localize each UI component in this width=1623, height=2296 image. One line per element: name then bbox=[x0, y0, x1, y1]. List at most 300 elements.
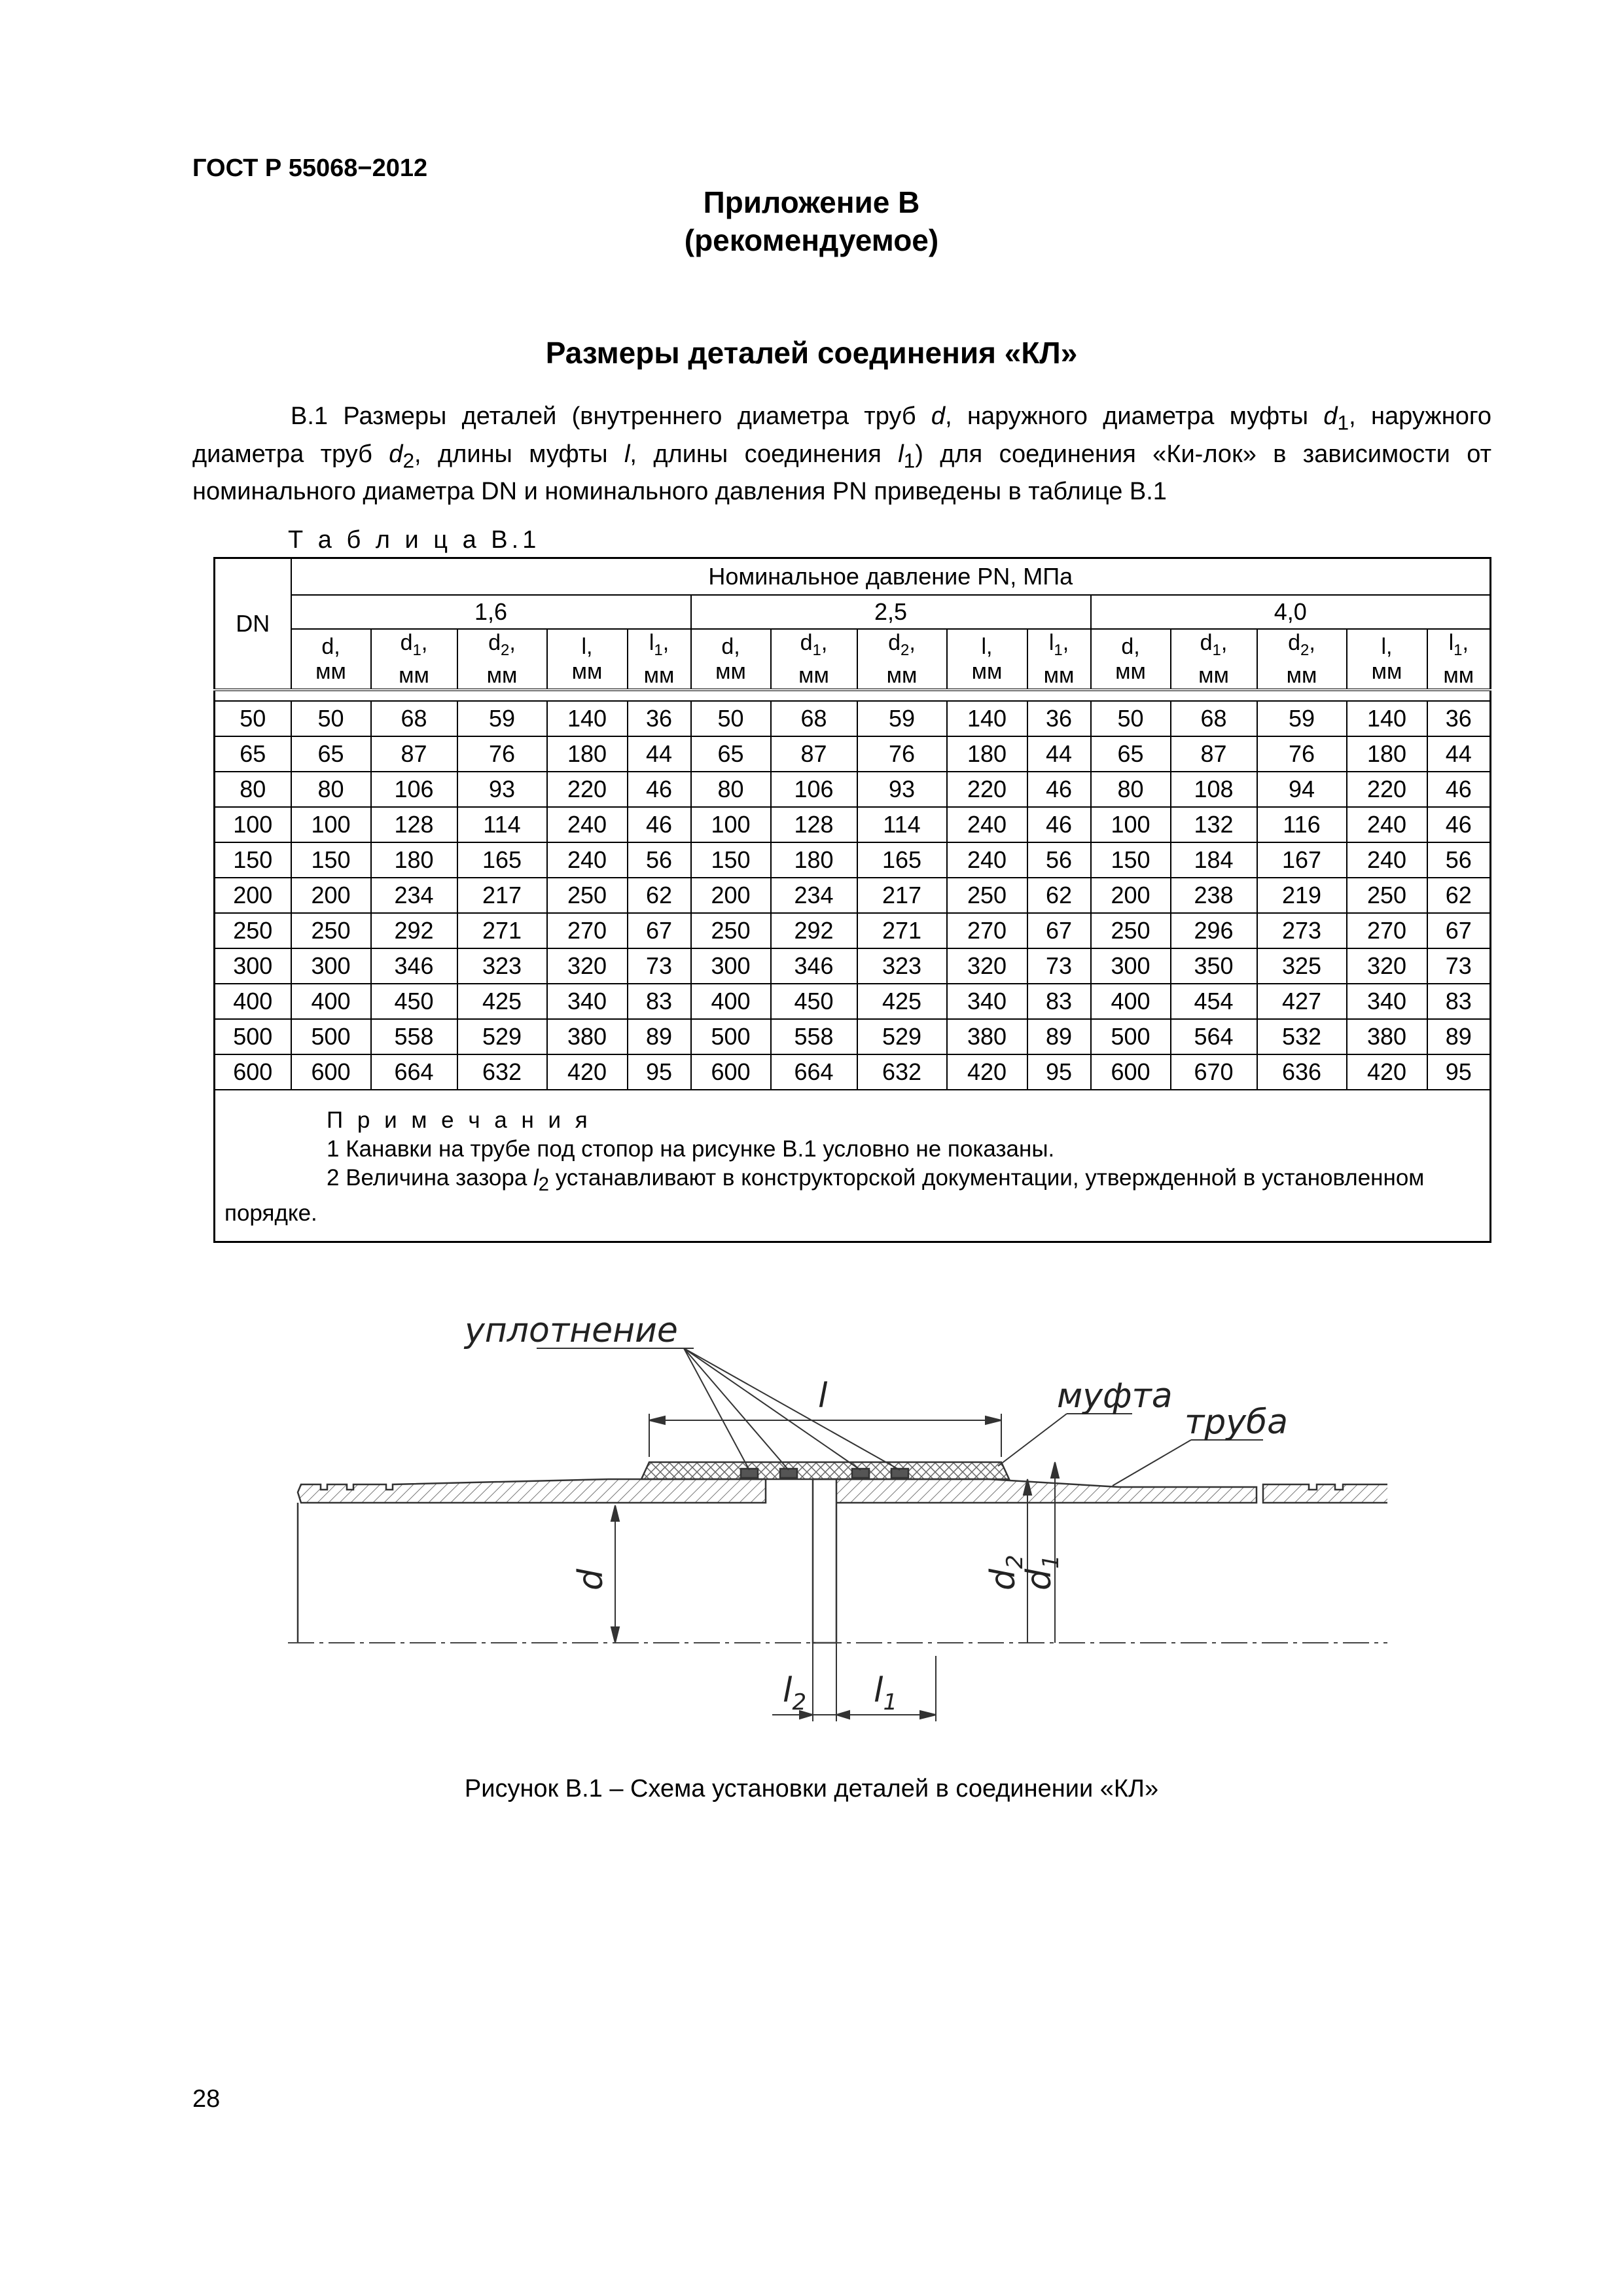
dn-cell: 50 bbox=[215, 701, 291, 736]
value-cell: 128 bbox=[771, 807, 857, 842]
value-cell: 36 bbox=[1027, 701, 1091, 736]
value-cell: 140 bbox=[947, 701, 1027, 736]
value-cell: 80 bbox=[291, 772, 371, 807]
value-cell: 600 bbox=[1091, 1054, 1171, 1090]
table-row bbox=[215, 736, 1491, 772]
value-cell: 76 bbox=[857, 736, 947, 772]
value-cell: 108 bbox=[1171, 772, 1257, 807]
dn-header: DN bbox=[215, 558, 291, 691]
value-cell: 73 bbox=[1027, 948, 1091, 984]
label-d bbox=[571, 1568, 611, 1590]
column-symbol: d bbox=[400, 630, 413, 656]
value-cell: 80 bbox=[1091, 772, 1171, 807]
value-cell: 65 bbox=[691, 736, 771, 772]
value-cell: 50 bbox=[291, 701, 371, 736]
value-cell: 420 bbox=[947, 1054, 1027, 1090]
var-l: l bbox=[624, 440, 630, 468]
label-l: l bbox=[818, 1376, 828, 1416]
var-l1: l bbox=[898, 440, 904, 468]
value-cell: 62 bbox=[1427, 878, 1491, 913]
column-symbol-sub: 1 bbox=[1212, 641, 1221, 659]
value-cell: 420 bbox=[547, 1054, 628, 1090]
value-cell: 56 bbox=[628, 842, 691, 878]
column-unit: мм bbox=[486, 662, 518, 688]
value-cell: 250 bbox=[947, 878, 1027, 913]
value-cell: 532 bbox=[1257, 1019, 1347, 1054]
value-cell: 350 bbox=[1171, 948, 1257, 984]
label-d-text: d bbox=[571, 1568, 611, 1590]
value-cell: 67 bbox=[628, 913, 691, 948]
value-cell: 56 bbox=[1427, 842, 1491, 878]
value-cell: 140 bbox=[547, 701, 628, 736]
value-cell: 76 bbox=[457, 736, 547, 772]
value-cell: 664 bbox=[371, 1054, 457, 1090]
value-cell: 46 bbox=[1427, 772, 1491, 807]
label-d1-base: d bbox=[1020, 1568, 1059, 1590]
value-cell: 83 bbox=[1027, 984, 1091, 1019]
column-symbol: l bbox=[581, 634, 587, 659]
table-row bbox=[215, 984, 1491, 1019]
column-symbol: d bbox=[1288, 630, 1301, 656]
pressure-header: Номинальное давление PN, МПа bbox=[291, 558, 1491, 596]
value-cell: 600 bbox=[691, 1054, 771, 1090]
value-cell: 454 bbox=[1171, 984, 1257, 1019]
column-symbol-sub: 1 bbox=[654, 641, 663, 659]
value-cell: 89 bbox=[1027, 1019, 1091, 1054]
value-cell: 76 bbox=[1257, 736, 1347, 772]
column-symbol-sub: 1 bbox=[412, 641, 421, 659]
value-cell: 46 bbox=[628, 772, 691, 807]
value-cell: 44 bbox=[628, 736, 691, 772]
dimensions-table bbox=[213, 557, 1491, 1243]
coupling-sleeve bbox=[641, 1462, 1009, 1479]
value-cell: 59 bbox=[457, 701, 547, 736]
value-cell: 292 bbox=[771, 913, 857, 948]
column-unit: мм bbox=[1371, 659, 1402, 684]
intro-paragraph bbox=[192, 401, 1491, 507]
label-l2 bbox=[783, 1671, 806, 1715]
value-cell: 250 bbox=[1347, 878, 1427, 913]
value-cell: 46 bbox=[1027, 807, 1091, 842]
value-cell: 65 bbox=[1091, 736, 1171, 772]
value-cell: 180 bbox=[1347, 736, 1427, 772]
column-symbol: d bbox=[888, 630, 901, 656]
value-cell: 100 bbox=[1091, 807, 1171, 842]
column-label bbox=[947, 629, 1027, 690]
value-cell: 450 bbox=[371, 984, 457, 1019]
dn-cell: 65 bbox=[215, 736, 291, 772]
column-unit: мм bbox=[1198, 662, 1229, 688]
column-label bbox=[291, 629, 371, 690]
value-cell: 94 bbox=[1257, 772, 1347, 807]
text-run: ) для соединения «Ки-лок» в зависимости от номинального диаметра DN и номинального давления PN приведены в таблице В.1 bbox=[192, 440, 1491, 506]
note-2-var: l bbox=[533, 1165, 539, 1191]
value-cell: 380 bbox=[1347, 1019, 1427, 1054]
column-separator: , bbox=[986, 634, 993, 659]
column-separator: , bbox=[662, 630, 669, 656]
value-cell: 500 bbox=[691, 1019, 771, 1054]
value-cell: 150 bbox=[1091, 842, 1171, 878]
value-cell: 346 bbox=[371, 948, 457, 984]
value-cell: 250 bbox=[691, 913, 771, 948]
column-unit: мм bbox=[643, 662, 675, 688]
header-separator-row bbox=[215, 690, 1491, 701]
value-cell: 450 bbox=[771, 984, 857, 1019]
value-cell: 95 bbox=[1427, 1054, 1491, 1090]
value-cell: 83 bbox=[628, 984, 691, 1019]
figure-caption: Рисунок В.1 – Схема установки деталей в соединении «КЛ» bbox=[464, 1775, 1159, 1803]
value-cell: 36 bbox=[628, 701, 691, 736]
value-cell: 320 bbox=[1347, 948, 1427, 984]
value-cell: 68 bbox=[371, 701, 457, 736]
notes-title: П р и м е ч а н и я bbox=[327, 1107, 592, 1133]
column-separator: , bbox=[421, 630, 428, 656]
figure-labels bbox=[463, 1311, 1288, 1715]
column-label bbox=[371, 629, 457, 690]
annex-kind: (рекомендуемое) bbox=[684, 223, 939, 257]
label-coupling: муфта bbox=[1057, 1376, 1173, 1416]
value-cell: 50 bbox=[1091, 701, 1171, 736]
dn-cell: 150 bbox=[215, 842, 291, 878]
value-cell: 220 bbox=[947, 772, 1027, 807]
note-2-text: 2 Величина зазора bbox=[327, 1165, 534, 1191]
column-separator: , bbox=[821, 630, 828, 656]
value-cell: 340 bbox=[1347, 984, 1427, 1019]
column-unit: мм bbox=[1443, 662, 1474, 688]
value-cell: 167 bbox=[1257, 842, 1347, 878]
table-row bbox=[215, 948, 1491, 984]
column-label bbox=[1347, 629, 1427, 690]
label-seal: уплотнение bbox=[465, 1311, 678, 1350]
table-row bbox=[215, 913, 1491, 948]
dn-cell: 100 bbox=[215, 807, 291, 842]
value-cell: 380 bbox=[947, 1019, 1027, 1054]
value-cell: 87 bbox=[1171, 736, 1257, 772]
column-symbol: l bbox=[1448, 630, 1454, 656]
value-cell: 270 bbox=[1347, 913, 1427, 948]
label-d2-base: d bbox=[984, 1568, 1023, 1590]
value-cell: 425 bbox=[457, 984, 547, 1019]
column-separator: , bbox=[334, 634, 340, 659]
table-row bbox=[215, 701, 1491, 736]
value-cell: 558 bbox=[771, 1019, 857, 1054]
value-cell: 632 bbox=[857, 1054, 947, 1090]
value-cell: 340 bbox=[947, 984, 1027, 1019]
subscript: 1 bbox=[1337, 410, 1349, 435]
value-cell: 200 bbox=[691, 878, 771, 913]
label-l2-base: l bbox=[783, 1671, 793, 1710]
column-label bbox=[1027, 629, 1091, 690]
text-run: , длины соединения bbox=[630, 440, 899, 468]
value-cell: 114 bbox=[857, 807, 947, 842]
table-row bbox=[215, 807, 1491, 842]
value-cell: 240 bbox=[947, 807, 1027, 842]
dn-cell: 600 bbox=[215, 1054, 291, 1090]
column-symbol: l bbox=[649, 630, 654, 656]
section-title: Размеры деталей соединения «КЛ» bbox=[545, 336, 1078, 370]
value-cell: 292 bbox=[371, 913, 457, 948]
value-cell: 89 bbox=[1427, 1019, 1491, 1054]
column-symbol: l bbox=[1048, 630, 1054, 656]
value-cell: 500 bbox=[1091, 1019, 1171, 1054]
column-label bbox=[1171, 629, 1257, 690]
dn-cell: 400 bbox=[215, 984, 291, 1019]
value-cell: 250 bbox=[291, 913, 371, 948]
text-run: В.1 Размеры деталей (внутреннего диаметра труб bbox=[291, 403, 931, 430]
column-symbol: d bbox=[721, 634, 734, 659]
value-cell: 234 bbox=[371, 878, 457, 913]
value-cell: 132 bbox=[1171, 807, 1257, 842]
value-cell: 296 bbox=[1171, 913, 1257, 948]
value-cell: 46 bbox=[628, 807, 691, 842]
value-cell: 271 bbox=[857, 913, 947, 948]
value-cell: 100 bbox=[291, 807, 371, 842]
text-run: , наружного диаметра муфты bbox=[945, 403, 1324, 430]
note-2 bbox=[224, 1164, 1480, 1228]
value-cell: 300 bbox=[1091, 948, 1171, 984]
value-cell: 180 bbox=[371, 842, 457, 878]
value-cell: 380 bbox=[547, 1019, 628, 1054]
value-cell: 114 bbox=[457, 807, 547, 842]
page-number: 28 bbox=[192, 2085, 221, 2113]
value-cell: 93 bbox=[457, 772, 547, 807]
label-d2-sub: 2 bbox=[1002, 1554, 1028, 1569]
value-cell: 632 bbox=[457, 1054, 547, 1090]
value-cell: 36 bbox=[1427, 701, 1491, 736]
value-cell: 220 bbox=[547, 772, 628, 807]
label-l1-sub: 1 bbox=[883, 1689, 898, 1715]
column-unit: мм bbox=[798, 662, 829, 688]
value-cell: 600 bbox=[291, 1054, 371, 1090]
column-unit: мм bbox=[571, 659, 603, 684]
column-symbol-sub: 1 bbox=[812, 641, 821, 659]
value-cell: 240 bbox=[547, 807, 628, 842]
value-cell: 106 bbox=[371, 772, 457, 807]
value-cell: 500 bbox=[291, 1019, 371, 1054]
value-cell: 300 bbox=[291, 948, 371, 984]
value-cell: 116 bbox=[1257, 807, 1347, 842]
separator-cell bbox=[215, 690, 1491, 701]
coupling-figure bbox=[262, 1302, 1387, 1761]
value-cell: 273 bbox=[1257, 913, 1347, 948]
column-label bbox=[547, 629, 628, 690]
value-cell: 87 bbox=[771, 736, 857, 772]
column-symbol: d bbox=[800, 630, 813, 656]
value-cell: 529 bbox=[857, 1019, 947, 1054]
value-cell: 250 bbox=[1091, 913, 1171, 948]
table-row bbox=[215, 772, 1491, 807]
value-cell: 217 bbox=[457, 878, 547, 913]
text-run: , наружного диаметра труб bbox=[192, 403, 1491, 468]
column-symbol: d bbox=[1121, 634, 1134, 659]
value-cell: 100 bbox=[691, 807, 771, 842]
value-cell: 68 bbox=[1171, 701, 1257, 736]
value-cell: 73 bbox=[1427, 948, 1491, 984]
value-cell: 50 bbox=[691, 701, 771, 736]
value-cell: 240 bbox=[947, 842, 1027, 878]
label-l1 bbox=[874, 1671, 897, 1715]
value-cell: 400 bbox=[1091, 984, 1171, 1019]
value-cell: 270 bbox=[947, 913, 1027, 948]
value-cell: 320 bbox=[947, 948, 1027, 984]
value-cell: 59 bbox=[857, 701, 947, 736]
column-unit: мм bbox=[1043, 662, 1075, 688]
annex-title: Приложение В bbox=[703, 185, 920, 219]
value-cell: 46 bbox=[1027, 772, 1091, 807]
value-cell: 340 bbox=[547, 984, 628, 1019]
value-cell: 128 bbox=[371, 807, 457, 842]
value-cell: 425 bbox=[857, 984, 947, 1019]
column-unit: мм bbox=[886, 662, 918, 688]
column-label bbox=[457, 629, 547, 690]
value-cell: 240 bbox=[547, 842, 628, 878]
value-cell: 217 bbox=[857, 878, 947, 913]
table-row bbox=[215, 878, 1491, 913]
var-d1: d bbox=[1323, 403, 1338, 430]
value-cell: 140 bbox=[1347, 701, 1427, 736]
column-label bbox=[1257, 629, 1347, 690]
value-cell: 240 bbox=[1347, 807, 1427, 842]
dn-cell: 500 bbox=[215, 1019, 291, 1054]
value-cell: 219 bbox=[1257, 878, 1347, 913]
table-caption: Т а б л и ц а В.1 bbox=[288, 526, 541, 554]
column-symbol-sub: 1 bbox=[1454, 641, 1463, 659]
column-separator: , bbox=[586, 634, 593, 659]
column-label bbox=[1427, 629, 1491, 690]
value-cell: 320 bbox=[547, 948, 628, 984]
column-unit: мм bbox=[1286, 662, 1317, 688]
column-symbol: d bbox=[488, 630, 501, 656]
dn-cell: 200 bbox=[215, 878, 291, 913]
value-cell: 636 bbox=[1257, 1054, 1347, 1090]
paragraph-text bbox=[192, 401, 1491, 507]
value-cell: 564 bbox=[1171, 1019, 1257, 1054]
column-separator: , bbox=[909, 630, 916, 656]
value-cell: 400 bbox=[691, 984, 771, 1019]
value-cell: 106 bbox=[771, 772, 857, 807]
value-cell: 180 bbox=[771, 842, 857, 878]
column-separator: , bbox=[1462, 630, 1469, 656]
value-cell: 240 bbox=[1347, 842, 1427, 878]
column-label bbox=[771, 629, 857, 690]
subscript: 1 bbox=[903, 448, 916, 473]
column-symbol-sub: 1 bbox=[1054, 641, 1063, 659]
document-header: ГОСТ Р 55068−2012 bbox=[192, 154, 428, 182]
column-label bbox=[691, 629, 771, 690]
column-symbol: d bbox=[1200, 630, 1213, 656]
column-symbol: d bbox=[321, 634, 334, 659]
value-cell: 46 bbox=[1427, 807, 1491, 842]
label-d1-sub: 1 bbox=[1038, 1554, 1064, 1569]
value-cell: 270 bbox=[547, 913, 628, 948]
dn-cell: 250 bbox=[215, 913, 291, 948]
column-symbol-sub: 2 bbox=[1300, 641, 1310, 659]
note-1: 1 Канавки на трубе под стопор на рисунке В.1 условно не показаны. bbox=[327, 1136, 1055, 1162]
value-cell: 67 bbox=[1427, 913, 1491, 948]
column-symbol-sub: 2 bbox=[901, 641, 910, 659]
value-cell: 56 bbox=[1027, 842, 1091, 878]
column-symbol-sub: 2 bbox=[501, 641, 510, 659]
value-cell: 346 bbox=[771, 948, 857, 984]
pipe-walls bbox=[298, 1479, 1387, 1643]
column-unit: мм bbox=[1115, 659, 1146, 684]
dn-cell: 300 bbox=[215, 948, 291, 984]
value-cell: 68 bbox=[771, 701, 857, 736]
column-unit: мм bbox=[715, 659, 746, 684]
value-cell: 271 bbox=[457, 913, 547, 948]
pressure-group-1: 2,5 bbox=[691, 595, 1091, 629]
value-cell: 300 bbox=[691, 948, 771, 984]
value-cell: 62 bbox=[1027, 878, 1091, 913]
var-d: d bbox=[931, 403, 946, 430]
column-label bbox=[857, 629, 947, 690]
value-cell: 220 bbox=[1347, 772, 1427, 807]
var-d2: d bbox=[389, 440, 403, 468]
subscript: 2 bbox=[402, 448, 415, 473]
value-cell: 234 bbox=[771, 878, 857, 913]
value-cell: 80 bbox=[691, 772, 771, 807]
text-run: , длины муфты bbox=[414, 440, 624, 468]
value-cell: 529 bbox=[457, 1019, 547, 1054]
value-cell: 73 bbox=[628, 948, 691, 984]
value-cell: 325 bbox=[1257, 948, 1347, 984]
note-2-text: устанавливают в конструкторской документации, утвержденной в установленном порядке. bbox=[224, 1165, 1425, 1226]
column-unit: мм bbox=[315, 659, 346, 684]
column-separator: , bbox=[1133, 634, 1140, 659]
value-cell: 200 bbox=[291, 878, 371, 913]
value-cell: 65 bbox=[291, 736, 371, 772]
note-2-sub: 2 bbox=[538, 1174, 550, 1195]
value-cell: 184 bbox=[1171, 842, 1257, 878]
value-cell: 323 bbox=[457, 948, 547, 984]
value-cell: 420 bbox=[1347, 1054, 1427, 1090]
value-cell: 670 bbox=[1171, 1054, 1257, 1090]
value-cell: 95 bbox=[628, 1054, 691, 1090]
notes-row bbox=[215, 1090, 1491, 1242]
table-row bbox=[215, 842, 1491, 878]
value-cell: 165 bbox=[857, 842, 947, 878]
value-cell: 180 bbox=[947, 736, 1027, 772]
table-header-row bbox=[215, 558, 1491, 596]
table-row bbox=[215, 1054, 1491, 1090]
pressure-groups-row bbox=[215, 595, 1491, 629]
value-cell: 238 bbox=[1171, 878, 1257, 913]
column-separator: , bbox=[1062, 630, 1069, 656]
column-units-row bbox=[215, 629, 1491, 690]
value-cell: 93 bbox=[857, 772, 947, 807]
label-l2-sub: 2 bbox=[792, 1689, 807, 1715]
value-cell: 150 bbox=[691, 842, 771, 878]
pressure-group-0: 1,6 bbox=[291, 595, 691, 629]
value-cell: 165 bbox=[457, 842, 547, 878]
column-separator: , bbox=[734, 634, 740, 659]
pressure-group-2: 4,0 bbox=[1091, 595, 1491, 629]
value-cell: 44 bbox=[1427, 736, 1491, 772]
value-cell: 250 bbox=[547, 878, 628, 913]
value-cell: 150 bbox=[291, 842, 371, 878]
table-row bbox=[215, 1019, 1491, 1054]
column-label bbox=[628, 629, 691, 690]
label-pipe: труба bbox=[1185, 1403, 1289, 1442]
label-l1-base: l bbox=[874, 1671, 883, 1710]
value-cell: 558 bbox=[371, 1019, 457, 1054]
value-cell: 95 bbox=[1027, 1054, 1091, 1090]
value-cell: 664 bbox=[771, 1054, 857, 1090]
value-cell: 180 bbox=[547, 736, 628, 772]
value-cell: 62 bbox=[628, 878, 691, 913]
value-cell: 200 bbox=[1091, 878, 1171, 913]
value-cell: 89 bbox=[628, 1019, 691, 1054]
